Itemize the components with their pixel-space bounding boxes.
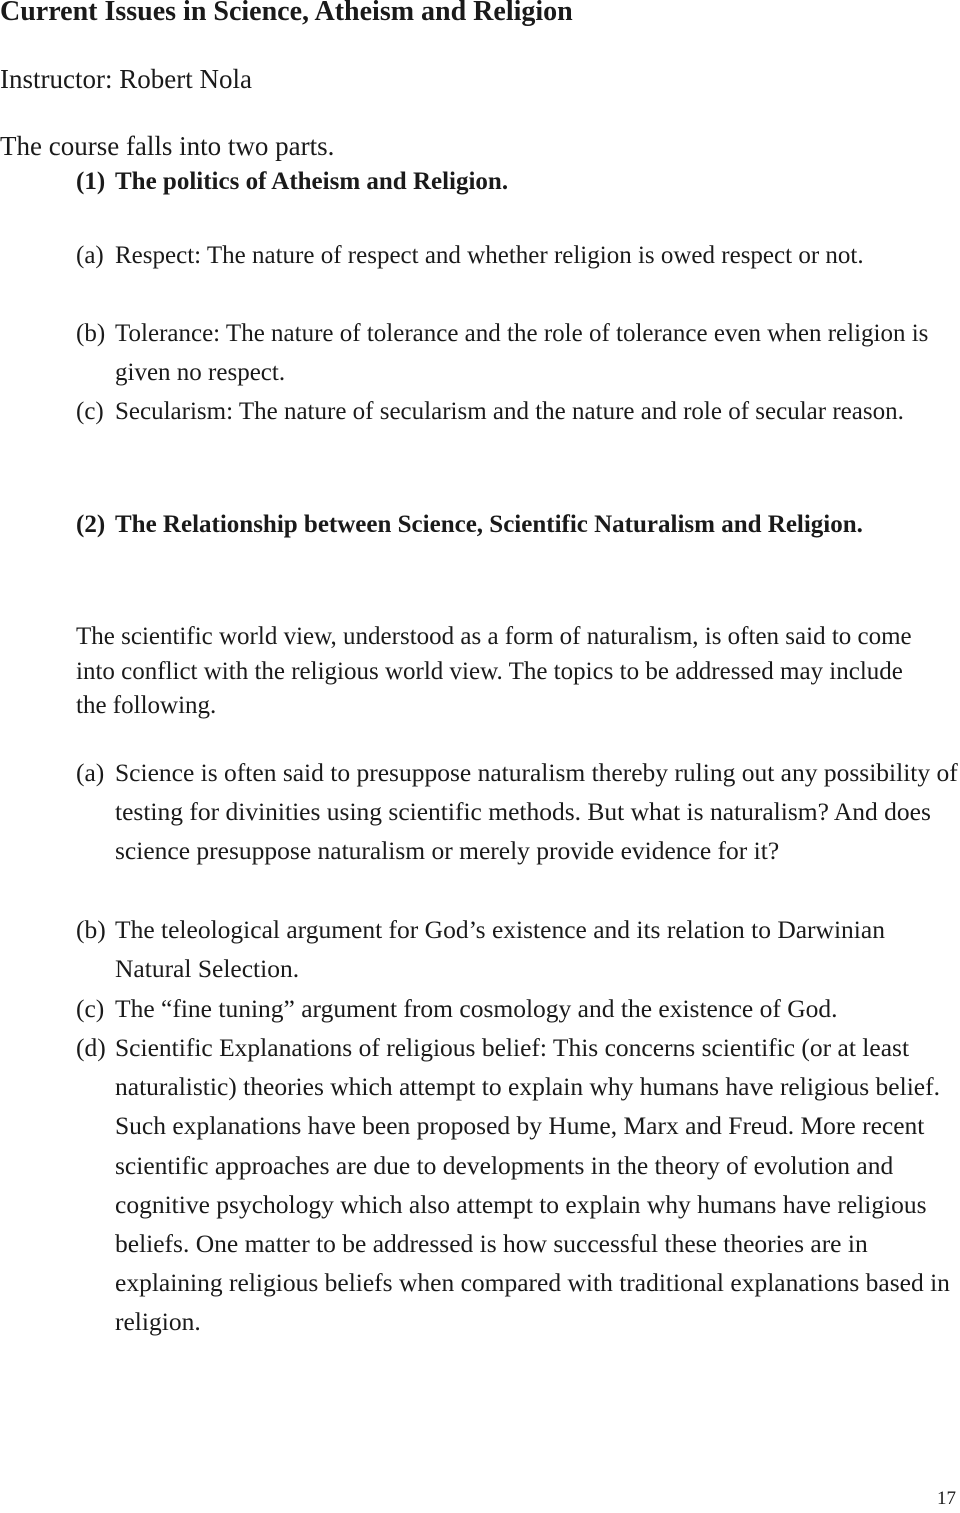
list-marker: (a) — [76, 242, 104, 269]
list-item-text: Tolerance: The nature of tolerance and the role of tolerance even when religion is given no respect. — [115, 320, 929, 386]
list-marker: (c) — [76, 994, 105, 1023]
part-1-item-c — [76, 392, 958, 431]
part-1-title: The politics of Atheism and Religion. — [115, 168, 509, 195]
part-2-item-a — [76, 753, 958, 871]
part-1-marker: (1) — [76, 168, 106, 195]
part-2-paragraph: The scientific world view, understood as a form of naturalism, is often said to come into conflict with the religious world view. The topics to be addressed may include the following. — [76, 623, 912, 719]
list-marker: (d) — [76, 1033, 106, 1062]
list-marker: (c) — [76, 398, 104, 425]
list-marker: (b) — [76, 915, 106, 944]
list-item-text: The “fine tuning” argument from cosmology and the existence of God. — [115, 994, 838, 1023]
document-title: Current Issues in Science, Atheism and Religion — [0, 0, 573, 27]
part-2-title: The Relationship between Science, Scientific Naturalism and Religion. — [115, 511, 863, 538]
list-marker: (b) — [76, 320, 106, 347]
list-item-text: The teleological argument for God’s existence and its relation to Darwinian Natural Selection. — [115, 915, 885, 984]
list-item-text: Science is often said to presuppose naturalism thereby ruling out any possibility of testing for divinities using scientific methods. But what is naturalism? And does science presuppose naturalism or merely provide evidence for it? — [115, 758, 958, 866]
part-1-item-a — [76, 236, 958, 275]
part-2-item-d — [76, 1028, 958, 1342]
part-1-heading — [76, 162, 958, 202]
list-item-text: Respect: The nature of respect and whether religion is owed respect or not. — [115, 242, 864, 269]
page-number: 17 — [937, 1488, 956, 1509]
list-marker: (a) — [76, 758, 105, 787]
list-item-text: Scientific Explanations of religious belief: This concerns scientific (or at least naturalistic) theories which attempt to explain why humans have religious belief. Such explanations have been proposed by Hume, Marx and Freud. More recent scientific approaches are due to developments in the theory of evolution and cognitive psychology which also attempt to explain why humans have religious beliefs. One matter to be addressed is how successful these theories are in explaining religious beliefs when compared with traditional explanations based in religion. — [115, 1033, 950, 1337]
course-intro: The course falls into two parts. — [0, 131, 335, 161]
part-2-marker: (2) — [76, 511, 106, 538]
part-1-item-b — [76, 314, 958, 392]
list-item-text: Secularism: The nature of secularism and the nature and role of secular reason. — [115, 398, 904, 425]
part-2-item-b — [76, 910, 958, 988]
instructor-line: Instructor: Robert Nola — [0, 64, 252, 94]
part-2-item-c — [76, 989, 958, 1028]
part-2-heading — [76, 505, 958, 545]
